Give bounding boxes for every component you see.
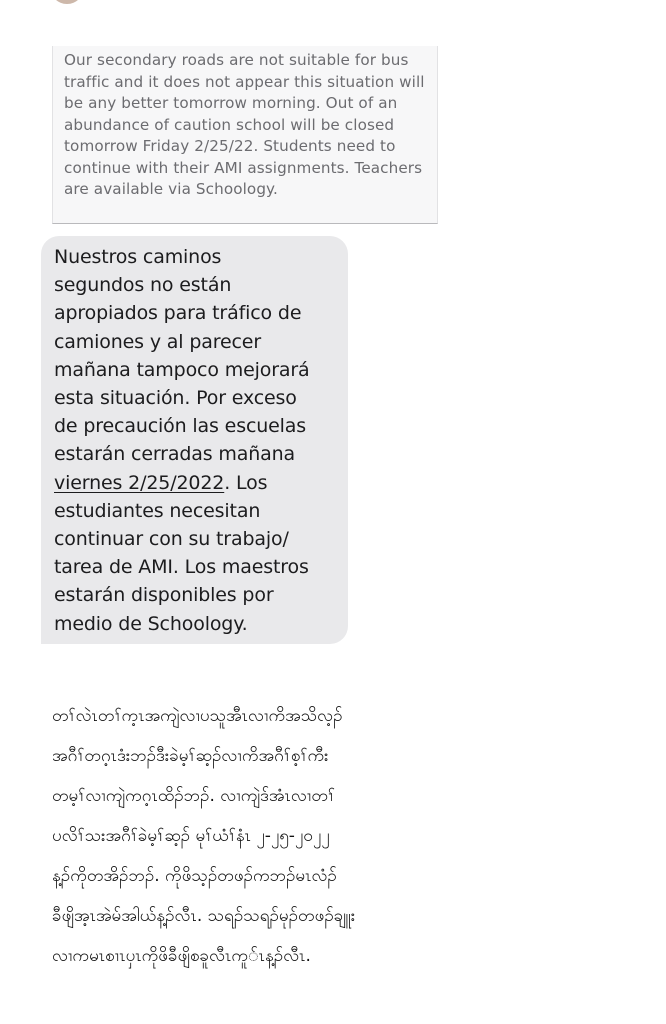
spanish-line: camiones y al parecer	[54, 330, 262, 353]
date-line-suffix: . Los	[224, 471, 268, 494]
spanish-line: medio de Schoology.	[54, 612, 248, 635]
spanish-line: segundos no están	[54, 274, 232, 297]
spanish-line: apropiados para tráfico de	[54, 302, 302, 325]
spanish-line: estarán disponibles por	[54, 584, 274, 607]
burmese-line: န့ၣ်ကိုတအိၣ်ဘၣ်. ကိုဖိသ့ၣ်တဖၣ်ကဘၣ်မၤလံၣ်	[52, 866, 337, 886]
spanish-line: estudiantes necesitan	[54, 499, 261, 522]
spanish-line: tarea de AMI. Los maestros	[54, 556, 309, 579]
spanish-message-bubble	[41, 236, 348, 644]
burmese-line: တမ့ၢ်လၢကျဲကဂ့ၤထိၣ်ဘၣ်. လၢကျဲဒ်အံၤလၢတၢ်	[52, 786, 335, 806]
spanish-line: continuar con su trabajo/	[54, 528, 289, 551]
burmese-line: လၢကမၤစၢၤပှၤကိုဖိခီဖျိစခူလီၤကူ်ၤန့ၣ်လီၤ.	[52, 946, 311, 966]
burmese-line: ပလိၢ်သးအဂီၢ်ခဲမ့ၢ်ဆ့ၣ် မုၢ်ယံၢ်နံၤ ၂-၂၅-၂၀၂၂	[52, 826, 330, 846]
burmese-line: ခီဖျိအ့ၤအဲမ်အါယ်န့ၣ်လီၤ. သရၣ်သရၣ်မုၣ်တဖၣ်ချူး	[52, 906, 356, 926]
burmese-line: အဂီၢ်တဂ့ၤဒံးဘၣ်ဒီးခဲမ့ၢ်ဆ့ၣ်လၢကိအဂီၢ်စ့ၢ်ကီး	[52, 746, 329, 766]
spanish-line: mañana tampoco mejorará	[54, 358, 310, 381]
avatar	[50, 0, 84, 4]
burmese-message	[52, 696, 432, 996]
english-message	[52, 46, 438, 224]
burmese-line: တၢ်လဲၤတၢ်က့ၤအကျဲလၢပသူအီၤလၢကိအသိလ့ၣ်	[52, 706, 343, 726]
spanish-date-line	[54, 469, 344, 497]
spanish-line: de precaución las escuelas	[54, 415, 307, 438]
spanish-line: esta situación. Por exceso	[54, 387, 297, 410]
spanish-line: estarán cerradas mañana	[54, 443, 295, 466]
english-message-text: Our secondary roads are not suitable for bus traffic and it does not appear this situation will be any better tomorrow morning. Out of an abundance of caution school will be closed tomorrow Friday 2/25/22. Students need to continue with their AMI assignments. Teachers are available via Schoology.	[64, 51, 425, 198]
spanish-line: Nuestros caminos	[54, 246, 222, 268]
date-link[interactable]: viernes 2/25/2022	[54, 471, 225, 494]
